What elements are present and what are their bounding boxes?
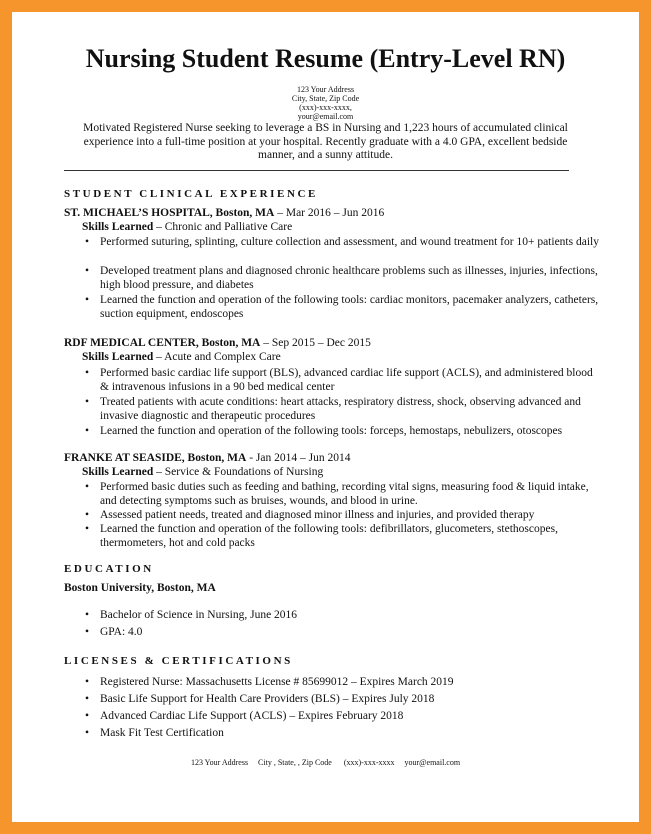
employer-name: ST. MICHAEL’S HOSPITAL, Boston, MA <box>64 207 275 219</box>
bullet-item: • Performed basic duties such as feeding and bathing, recording vital signs, measuring food & liquid intake, and detecting symptoms such as bruises, wounds, and blood in urine. <box>100 481 600 508</box>
contact-city-state-zip: City, State, Zip Code <box>291 94 360 103</box>
page-title: Nursing Student Resume (Entry-Level RN) <box>85 44 566 73</box>
section-heading-clinical: STUDENT CLINICAL EXPERIENCE <box>64 188 318 200</box>
bullet-item: • Performed basic cardiac life support (BLS), advanced cardiac life support (ACLS), and administered blood & intravenous infusions in a 90 bed medical center <box>100 367 600 394</box>
employer-line <box>64 337 371 351</box>
contact-email: your@email.com <box>297 112 354 121</box>
bullet-item: • Bachelor of Science in Nursing, June 2016 <box>100 609 600 623</box>
contact-address: 123 Your Address <box>296 85 355 94</box>
skills-label: Skills Learned <box>82 466 154 478</box>
employer-line <box>64 207 384 221</box>
school-name <box>64 582 216 596</box>
skills-label: Skills Learned <box>82 221 154 233</box>
bullet-item: • Mask Fit Test Certification <box>100 727 600 741</box>
skills-value: – Chronic and Palliative Care <box>153 221 293 233</box>
skills-value: – Acute and Complex Care <box>153 351 281 363</box>
skills-label: Skills Learned <box>82 351 154 363</box>
bullet-item: • Assessed patient needs, treated and diagnosed minor illness and injuries, and provided therapy <box>100 509 600 523</box>
resume-page <box>12 12 639 822</box>
bullet-item: • Advanced Cardiac Life Support (ACLS) – Expires February 2018 <box>100 710 600 724</box>
bullet-item: • Learned the function and operation of the following tools: defibrillators, glucometers, stethoscopes, thermometers, hot and cold packs <box>100 523 600 550</box>
footer-contact: 123 Your Address City , State, , Zip Code (xxx)-xxx-xxxx your@email.com <box>190 758 461 767</box>
bullet-item: • Basic Life Support for Health Care Providers (BLS) – Expires July 2018 <box>100 693 600 707</box>
employment-dates: – Sep 2015 – Dec 2015 <box>260 337 371 349</box>
bullet-item: • Registered Nurse: Massachusetts License # 85699012 – Expires March 2019 <box>100 676 600 690</box>
bullet-item: • Developed treatment plans and diagnosed chronic healthcare problems such as illnesses, injuries, infections, high blood pressure, and diabetes <box>100 265 600 292</box>
bullet-item: • Performed suturing, splinting, culture collection and assessment, and wound treatment for 10+ patients daily <box>100 236 600 250</box>
employer-name: FRANKE AT SEASIDE, Boston, MA <box>64 452 247 464</box>
bullet-item: • GPA: 4.0 <box>100 626 600 640</box>
employment-dates: – Mar 2016 – Jun 2016 <box>274 207 385 219</box>
school-name-text: Boston University, Boston, MA <box>64 582 216 594</box>
bullet-item: • Treated patients with acute conditions: heart attacks, respiratory distress, shock, observing advanced and invasive diagnostic and therapeutic procedures <box>100 396 600 423</box>
header-divider <box>64 170 569 171</box>
skills-learned <box>82 466 323 480</box>
skills-learned <box>82 351 281 365</box>
bullet-item: • Learned the function and operation of the following tools: cardiac monitors, pacemaker analyzers, catheters, suction equipment, endoscopes <box>100 294 600 321</box>
bullet-item: • Learned the function and operation of the following tools: forceps, hemostaps, nebulizers, otoscopes <box>100 425 600 439</box>
skills-learned <box>82 221 292 235</box>
skills-value: – Service & Foundations of Nursing <box>153 466 324 478</box>
employer-name: RDF MEDICAL CENTER, Boston, MA <box>64 337 261 349</box>
section-heading-licenses: LICENSES & CERTIFICATIONS <box>64 655 293 667</box>
summary-paragraph: Motivated Registered Nurse seeking to leverage a BS in Nursing and 1,223 hours of accumulated clinical experience into a full-time position at your hospital. Recently graduate with a 4.0 GPA, excellent bedside manner, and a sunny attitude. <box>83 122 568 161</box>
section-heading-education: EDUCATION <box>64 563 154 575</box>
contact-phone: (xxx)-xxx-xxxx, <box>299 103 352 112</box>
employer-line <box>64 452 350 466</box>
employment-dates: - Jan 2014 – Jun 2014 <box>246 452 351 464</box>
